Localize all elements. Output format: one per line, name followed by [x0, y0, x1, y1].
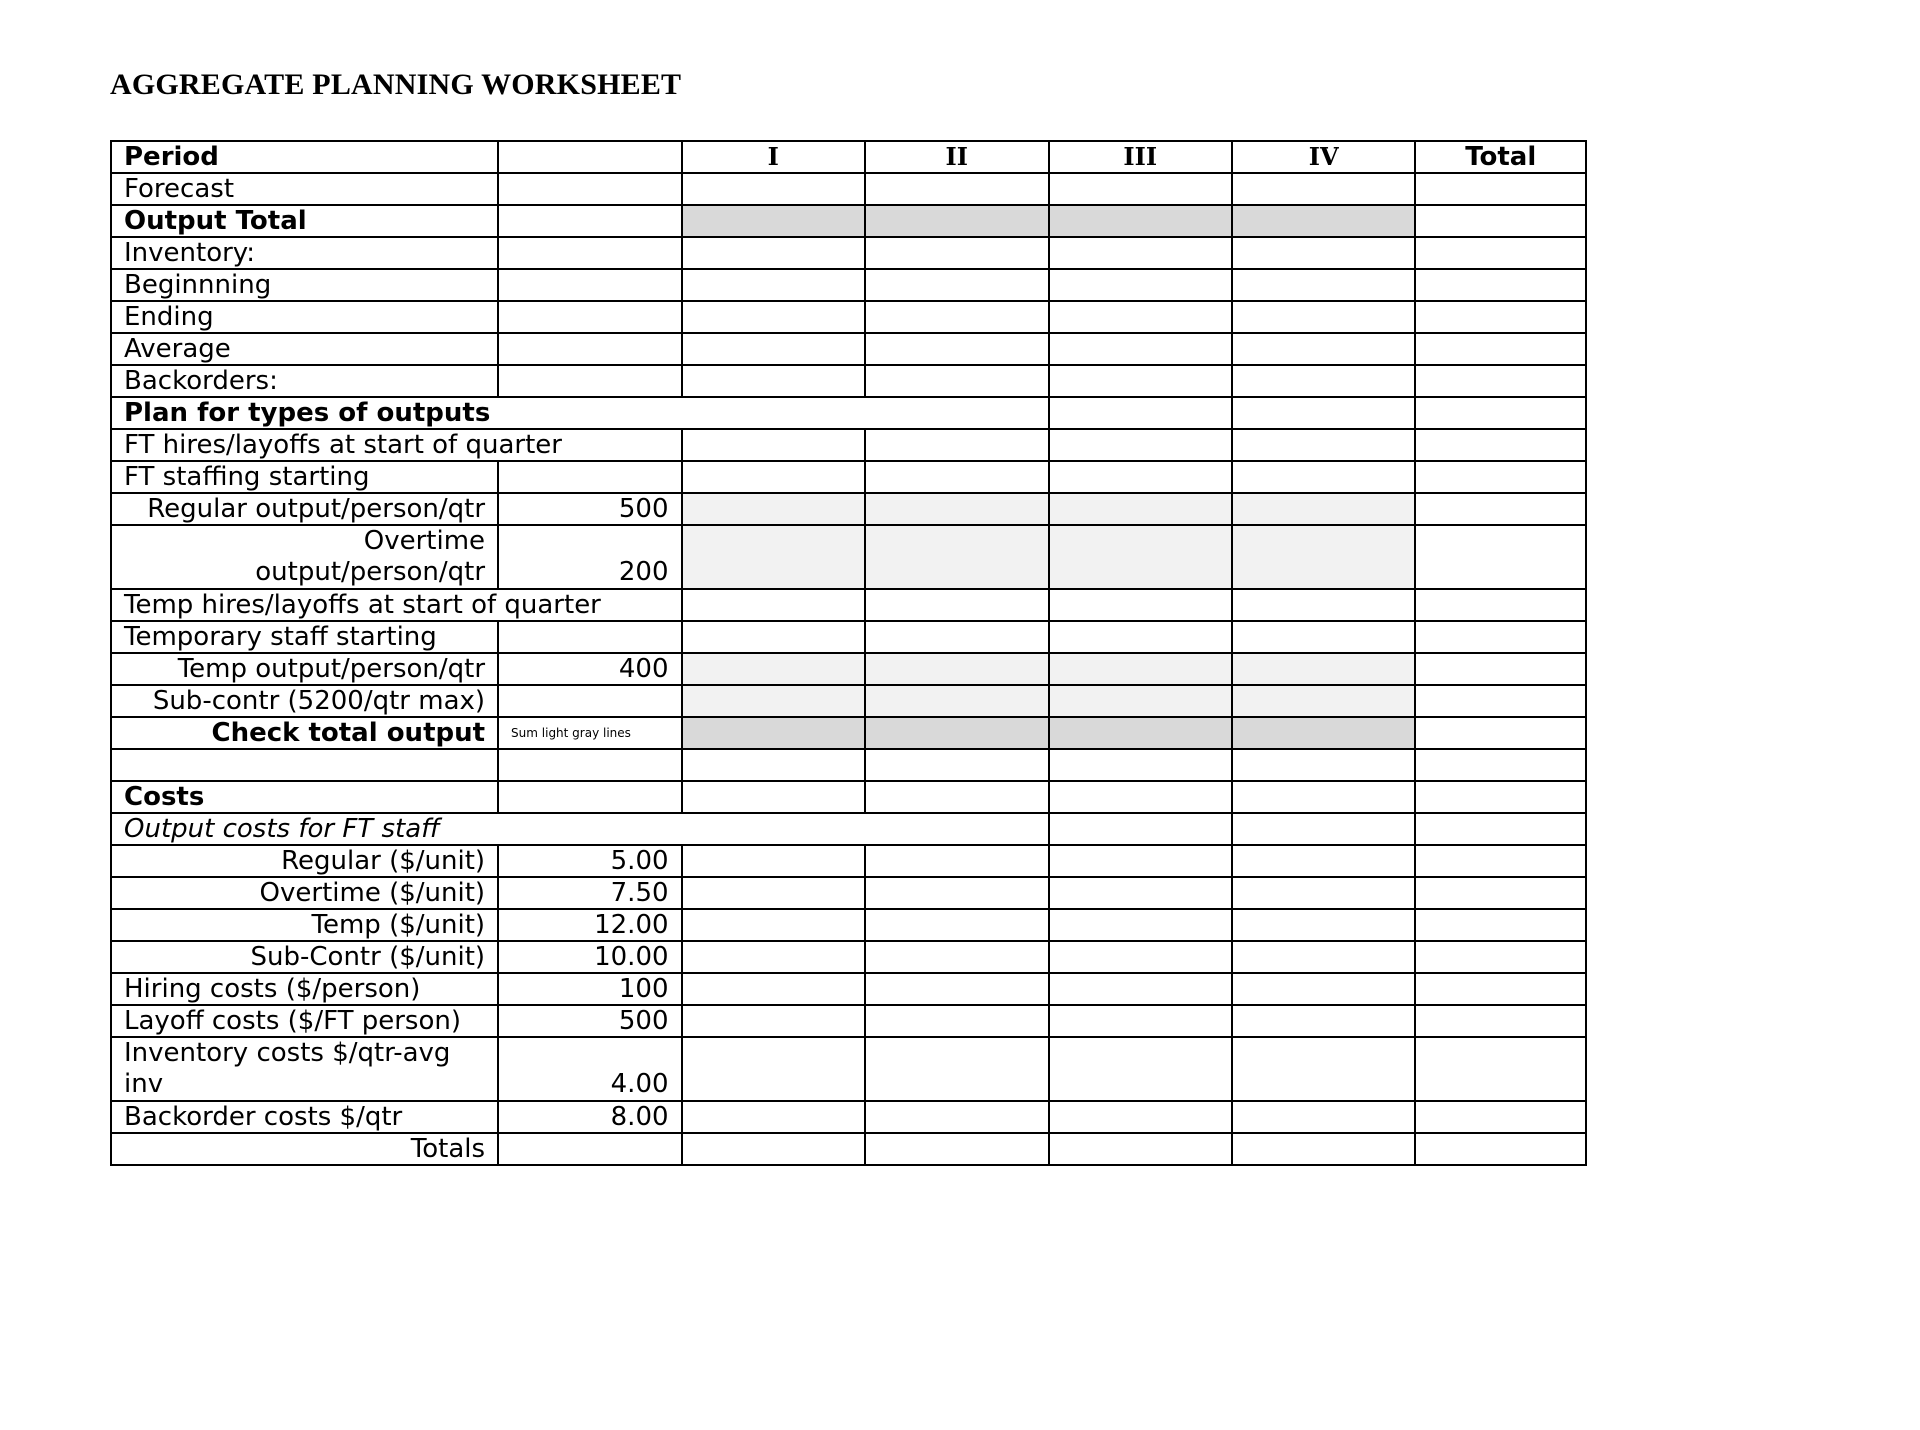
table-row-temp-hires [111, 589, 1586, 621]
table-row-backorder-cost [111, 1101, 1586, 1133]
cell-q1[interactable] [682, 941, 865, 973]
table-row-temp-staff [111, 621, 1586, 653]
cell-q4[interactable] [1232, 301, 1415, 333]
cell-q2[interactable] [865, 589, 1048, 621]
cell-q4[interactable] [1232, 781, 1415, 813]
cell-q3[interactable] [1049, 461, 1232, 493]
cell-q3[interactable] [1049, 1133, 1232, 1165]
table-row-hiring-cost [111, 973, 1586, 1005]
cell-q1[interactable] [682, 429, 865, 461]
cell-value[interactable] [498, 269, 681, 301]
page-title: AGGREGATE PLANNING WORKSHEET [110, 68, 682, 101]
table-row-check-total [111, 717, 1586, 749]
cell-q3[interactable] [1049, 205, 1232, 237]
row-label-forecast: Forecast [111, 173, 498, 205]
cell-total[interactable] [1415, 333, 1586, 365]
cell-q1[interactable] [682, 877, 865, 909]
cell-q2[interactable] [865, 653, 1048, 685]
table-row-inventory-cost [111, 1037, 1586, 1101]
cell-q4[interactable] [1232, 1005, 1415, 1037]
cell-q4[interactable] [1232, 941, 1415, 973]
cell-q3[interactable] [1049, 429, 1232, 461]
cell-q3[interactable] [1049, 685, 1232, 717]
subcontr-cost-value[interactable]: 10.00 [498, 941, 681, 973]
cell-q3[interactable] [1049, 1005, 1232, 1037]
cell-q2[interactable] [865, 845, 1048, 877]
cell-q2[interactable] [865, 237, 1048, 269]
table-row-overtime-output [111, 525, 1586, 589]
row-label-layoff-cost: Layoff costs ($/FT person) [111, 1005, 498, 1037]
overtime-cost-value[interactable]: 7.50 [498, 877, 681, 909]
cell-q2[interactable] [865, 877, 1048, 909]
cell-q4[interactable] [1232, 813, 1415, 845]
cell-total[interactable] [1415, 749, 1586, 781]
cell-q4[interactable] [1232, 429, 1415, 461]
row-label-ending: Ending [111, 301, 498, 333]
cell-total[interactable] [1415, 365, 1586, 397]
period-header-4: IV [1232, 141, 1415, 173]
cell-total[interactable] [1415, 973, 1586, 1005]
cell-q1[interactable] [682, 717, 865, 749]
cell-q2[interactable] [865, 525, 1048, 589]
row-label-backorders: Backorders: [111, 365, 498, 397]
cell-value[interactable] [498, 1133, 681, 1165]
cell-q1[interactable] [682, 1005, 865, 1037]
row-label-temp-staff: Temporary staff starting [111, 621, 498, 653]
total-header: Total [1415, 141, 1586, 173]
cell-total[interactable] [1415, 813, 1586, 845]
row-label-subcontr: Sub-contr (5200/qtr max) [111, 685, 498, 717]
cell-q2[interactable] [865, 909, 1048, 941]
cell-value[interactable] [498, 749, 681, 781]
cell-q1[interactable] [682, 365, 865, 397]
cell-q3[interactable] [1049, 493, 1232, 525]
header-row [111, 141, 1586, 173]
cell-q4[interactable] [1232, 205, 1415, 237]
table-row-ft-staffing [111, 461, 1586, 493]
table-row-regular-output [111, 493, 1586, 525]
regular-cost-value[interactable]: 5.00 [498, 845, 681, 877]
table-row-beginning [111, 269, 1586, 301]
cell-q2[interactable] [865, 301, 1048, 333]
cell-total[interactable] [1415, 1005, 1586, 1037]
cell-q1[interactable] [682, 333, 865, 365]
layoff-cost-value[interactable]: 500 [498, 1005, 681, 1037]
row-label-totals: Totals [111, 1133, 498, 1165]
cell-q4[interactable] [1232, 1037, 1415, 1101]
cell-q1[interactable] [682, 909, 865, 941]
cell-total[interactable] [1415, 1037, 1586, 1101]
cell-value[interactable] [498, 685, 681, 717]
cell-q1[interactable] [682, 493, 865, 525]
cell-q4[interactable] [1232, 493, 1415, 525]
cell-total[interactable] [1415, 397, 1586, 429]
table-row-forecast [111, 173, 1586, 205]
cell-value[interactable] [498, 205, 681, 237]
cell-q4[interactable] [1232, 173, 1415, 205]
cell-q3[interactable] [1049, 941, 1232, 973]
cell-q4[interactable] [1232, 749, 1415, 781]
cell-value[interactable] [498, 365, 681, 397]
cell-total[interactable] [1415, 173, 1586, 205]
cell-q1[interactable] [682, 269, 865, 301]
cell-q3[interactable] [1049, 365, 1232, 397]
cell-value[interactable] [498, 461, 681, 493]
cell-q1[interactable] [682, 1133, 865, 1165]
cell-q1[interactable] [682, 525, 865, 589]
row-label-regular-cost: Regular ($/unit) [111, 845, 498, 877]
table-row-subcontr-cost [111, 941, 1586, 973]
cell-q1[interactable] [682, 461, 865, 493]
cell-q2[interactable] [865, 781, 1048, 813]
cell-q4[interactable] [1232, 1133, 1415, 1165]
cell-q2[interactable] [865, 461, 1048, 493]
cell-q1[interactable] [682, 781, 865, 813]
cell-value[interactable] [498, 237, 681, 269]
cell-total[interactable] [1415, 685, 1586, 717]
cell-q3[interactable] [1049, 269, 1232, 301]
cell-q1[interactable] [682, 205, 865, 237]
cell-total[interactable] [1415, 717, 1586, 749]
cell-q4[interactable] [1232, 525, 1415, 589]
cell-q4[interactable] [1232, 685, 1415, 717]
regular-output-value[interactable]: 500 [498, 493, 681, 525]
temp-output-value[interactable]: 400 [498, 653, 681, 685]
cell-q3[interactable] [1049, 717, 1232, 749]
cell-q2[interactable] [865, 1005, 1048, 1037]
temp-cost-value[interactable]: 12.00 [498, 909, 681, 941]
cell-q1[interactable] [682, 1101, 865, 1133]
cell-value[interactable] [498, 621, 681, 653]
cell-q4[interactable] [1232, 621, 1415, 653]
cell-q4[interactable] [1232, 589, 1415, 621]
cell-q4[interactable] [1232, 909, 1415, 941]
cell-q4[interactable] [1232, 653, 1415, 685]
cell-total[interactable] [1415, 1101, 1586, 1133]
row-label-subcontr-cost: Sub-Contr ($/unit) [111, 941, 498, 973]
row-label-average: Average [111, 333, 498, 365]
row-label-hiring-cost: Hiring costs ($/person) [111, 973, 498, 1005]
cell-q1[interactable] [682, 1037, 865, 1101]
cell-q2[interactable] [865, 749, 1048, 781]
cell-total[interactable] [1415, 493, 1586, 525]
hiring-cost-value[interactable]: 100 [498, 973, 681, 1005]
cell-q1[interactable] [682, 685, 865, 717]
planning-table [110, 140, 1587, 1166]
cell-q2[interactable] [865, 1101, 1048, 1133]
table-row-regular-cost [111, 845, 1586, 877]
cell-q3[interactable] [1049, 781, 1232, 813]
row-label-temp-output: Temp output/person/qtr [111, 653, 498, 685]
period-header-2: II [865, 141, 1048, 173]
cell-q2[interactable] [865, 717, 1048, 749]
row-label-check-total: Check total output [111, 717, 498, 749]
cell-total[interactable] [1415, 237, 1586, 269]
cell-total[interactable] [1415, 909, 1586, 941]
cell-q3[interactable] [1049, 589, 1232, 621]
cell-q2[interactable] [865, 685, 1048, 717]
cell-total[interactable] [1415, 845, 1586, 877]
overtime-output-line2: output/person/qtr [255, 557, 486, 587]
overtime-output-line1: Overtime [363, 526, 486, 556]
row-label-output-costs-ft: Output costs for FT staff [111, 813, 1049, 845]
row-label-regular-output: Regular output/person/qtr [111, 493, 498, 525]
cell-q1[interactable] [682, 621, 865, 653]
cell-q3[interactable] [1049, 877, 1232, 909]
row-label-ft-hires: FT hires/layoffs at start of quarter [111, 429, 682, 461]
table-row-temp-cost [111, 909, 1586, 941]
cell-q3[interactable] [1049, 621, 1232, 653]
cell-total[interactable] [1415, 621, 1586, 653]
cell-value[interactable] [498, 141, 681, 173]
period-label: Period [111, 141, 498, 173]
cell-q1[interactable] [682, 173, 865, 205]
row-label-overtime-cost: Overtime ($/unit) [111, 877, 498, 909]
cell-q3[interactable] [1049, 1101, 1232, 1133]
period-header-3: III [1049, 141, 1232, 173]
table-row-ending [111, 301, 1586, 333]
table-row-output-costs-ft [111, 813, 1586, 845]
cell-q1[interactable] [682, 589, 865, 621]
cell-q1[interactable] [682, 973, 865, 1005]
cell-total[interactable] [1415, 1133, 1586, 1165]
row-label-backorder-cost: Backorder costs $/qtr [111, 1101, 498, 1133]
cell-total[interactable] [1415, 781, 1586, 813]
cell-q3[interactable] [1049, 909, 1232, 941]
cell-q2[interactable] [865, 941, 1048, 973]
table-row-inventory [111, 237, 1586, 269]
cell-total[interactable] [1415, 525, 1586, 589]
row-label-ft-staffing: FT staffing starting [111, 461, 498, 493]
cell-total[interactable] [1415, 301, 1586, 333]
cell-q2[interactable] [865, 429, 1048, 461]
table-row-costs [111, 781, 1586, 813]
cell-total[interactable] [1415, 877, 1586, 909]
cell-q3[interactable] [1049, 301, 1232, 333]
table-row-backorders [111, 365, 1586, 397]
cell-q3[interactable] [1049, 525, 1232, 589]
cell-q3[interactable] [1049, 333, 1232, 365]
cell-q2[interactable] [865, 269, 1048, 301]
cell-q1[interactable] [682, 301, 865, 333]
cell-value[interactable] [498, 333, 681, 365]
row-label-inventory-cost: Inventory costs $/qtr-avg inv [111, 1037, 498, 1101]
table-row-overtime-cost [111, 877, 1586, 909]
cell-q3[interactable] [1049, 813, 1232, 845]
row-label-output-total: Output Total [111, 205, 498, 237]
table-row-average [111, 333, 1586, 365]
check-total-note: Sum light gray lines [498, 717, 681, 749]
row-label-inventory: Inventory: [111, 237, 498, 269]
cell-total[interactable] [1415, 589, 1586, 621]
cell-q3[interactable] [1049, 653, 1232, 685]
cell-q1[interactable] [682, 237, 865, 269]
cell-q3[interactable] [1049, 749, 1232, 781]
cell-q1[interactable] [682, 749, 865, 781]
cell-total[interactable] [1415, 653, 1586, 685]
cell-q4[interactable] [1232, 269, 1415, 301]
cell-q1[interactable] [682, 845, 865, 877]
cell-total[interactable] [1415, 461, 1586, 493]
cell-q4[interactable] [1232, 461, 1415, 493]
table-row-subcontr [111, 685, 1586, 717]
cell-q2[interactable] [865, 621, 1048, 653]
cell-label [111, 749, 498, 781]
table-row-totals [111, 1133, 1586, 1165]
cell-q2[interactable] [865, 173, 1048, 205]
cell-value[interactable] [498, 173, 681, 205]
table-row-plan-types [111, 397, 1586, 429]
cell-q4[interactable] [1232, 973, 1415, 1005]
backorder-cost-value[interactable]: 8.00 [498, 1101, 681, 1133]
cell-value[interactable] [498, 301, 681, 333]
cell-q3[interactable] [1049, 173, 1232, 205]
overtime-output-value[interactable]: 200 [498, 525, 681, 589]
table-row-temp-output [111, 653, 1586, 685]
cell-total[interactable] [1415, 269, 1586, 301]
table-row-blank [111, 749, 1586, 781]
cell-q4[interactable] [1232, 717, 1415, 749]
cell-q3[interactable] [1049, 397, 1232, 429]
table-row-ft-hires [111, 429, 1586, 461]
row-label-temp-cost: Temp ($/unit) [111, 909, 498, 941]
period-header-1: I [682, 141, 865, 173]
cell-q3[interactable] [1049, 237, 1232, 269]
cell-q2[interactable] [865, 973, 1048, 1005]
table-row-layoff-cost [111, 1005, 1586, 1037]
row-label-plan-types: Plan for types of outputs [111, 397, 1049, 429]
cell-q4[interactable] [1232, 365, 1415, 397]
cell-q4[interactable] [1232, 1101, 1415, 1133]
cell-q4[interactable] [1232, 333, 1415, 365]
cell-q3[interactable] [1049, 845, 1232, 877]
cell-total[interactable] [1415, 941, 1586, 973]
row-label-overtime-output [111, 525, 498, 589]
row-label-beginning: Beginnning [111, 269, 498, 301]
cell-q2[interactable] [865, 365, 1048, 397]
row-label-temp-hires: Temp hires/layoffs at start of quarter [111, 589, 682, 621]
cell-total[interactable] [1415, 205, 1586, 237]
cell-q4[interactable] [1232, 845, 1415, 877]
table-row-output-total [111, 205, 1586, 237]
cell-q2[interactable] [865, 493, 1048, 525]
cell-q2[interactable] [865, 1037, 1048, 1101]
cell-value[interactable] [498, 781, 681, 813]
cell-q4[interactable] [1232, 877, 1415, 909]
cell-q2[interactable] [865, 333, 1048, 365]
cell-q1[interactable] [682, 653, 865, 685]
cell-q4[interactable] [1232, 237, 1415, 269]
cell-q4[interactable] [1232, 397, 1415, 429]
inventory-cost-value[interactable]: 4.00 [498, 1037, 681, 1101]
cell-q3[interactable] [1049, 973, 1232, 1005]
cell-q2[interactable] [865, 1133, 1048, 1165]
cell-q3[interactable] [1049, 1037, 1232, 1101]
cell-total[interactable] [1415, 429, 1586, 461]
cell-q2[interactable] [865, 205, 1048, 237]
row-label-costs: Costs [111, 781, 498, 813]
